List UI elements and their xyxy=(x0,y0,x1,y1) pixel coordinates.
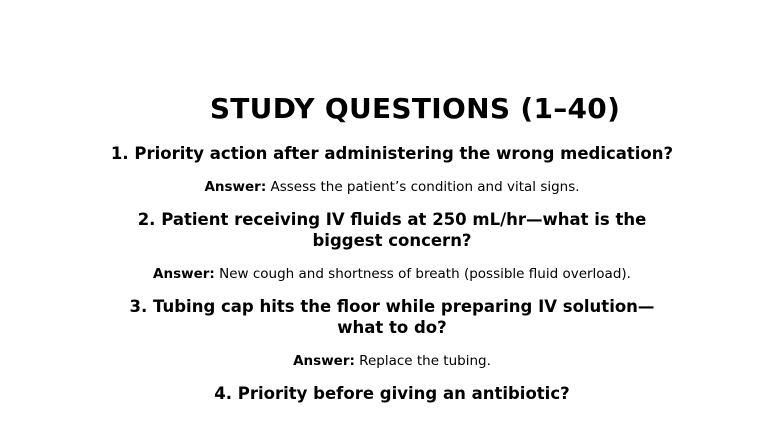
question-2: 2. Patient receiving IV fluids at 250 mL/hr—what is the biggest concern? xyxy=(137,210,647,250)
answer-3 xyxy=(92,352,692,370)
answer-text: Assess the patient’s condition and vital signs. xyxy=(266,179,580,195)
question-1: 1. Priority action after administering the wrong medication? xyxy=(110,144,674,163)
answer-label: Answer: xyxy=(153,266,215,282)
answer-text: New cough and shortness of breath (possible fluid overload). xyxy=(214,266,631,282)
page-title: STUDY QUESTIONS (1–40) xyxy=(209,92,621,125)
question-3: 3. Tubing cap hits the floor while preparing IV solution—what to do? xyxy=(129,297,655,337)
answer-1 xyxy=(92,178,692,196)
question-list xyxy=(92,143,692,404)
question-4: 4. Priority before giving an antibiotic? xyxy=(214,384,570,403)
answer-2 xyxy=(72,265,712,283)
answer-label: Answer: xyxy=(293,353,355,369)
answer-text: Replace the tubing. xyxy=(354,353,491,369)
answer-label: Answer: xyxy=(204,179,267,195)
